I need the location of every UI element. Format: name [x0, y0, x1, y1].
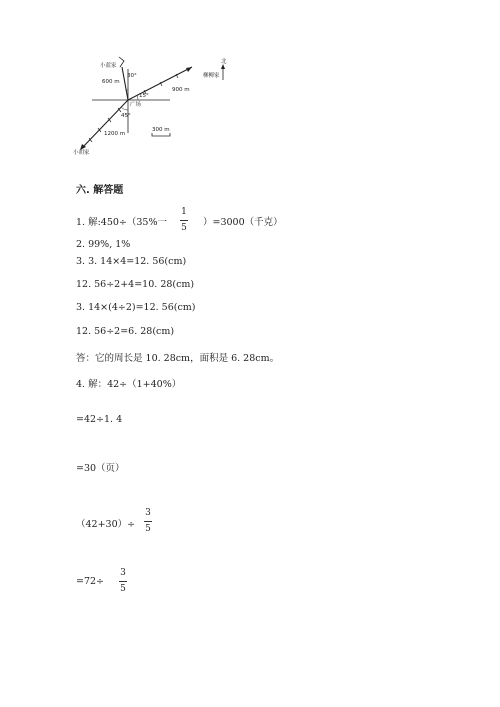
q1-text-post: ）=3000（千克）: [203, 217, 283, 228]
q4-line-3: =30（页）: [76, 463, 125, 474]
label-square: 广场: [130, 102, 142, 108]
label-angle-15: 15°: [139, 93, 149, 99]
label-angle-30: 30°: [127, 73, 137, 79]
q3-answer: 答：它的周长是 10. 28cm，面积是 6. 28cm。: [76, 353, 280, 364]
label-scale: 300 m: [152, 127, 170, 133]
label-angle-45: 45°: [121, 113, 131, 119]
q4-line-5-denominator: 5: [120, 584, 126, 594]
q4-line-4-fraction: [144, 509, 152, 534]
q4-line-2: =42÷1. 4: [76, 414, 123, 425]
q3-line-2: 12. 56÷2+4=10. 28(cm): [76, 279, 195, 290]
direction-map-diagram: [70, 55, 250, 160]
q4-line-5: =72÷: [76, 576, 105, 587]
label-liuliu: 柳柳家: [203, 73, 220, 79]
fraction-bar: [180, 220, 188, 221]
q1-fraction-numerator: 1: [181, 207, 187, 217]
q2-text: 2. 99%, 1%: [76, 239, 131, 250]
label-1200m: 1200 m: [104, 131, 126, 137]
q3-line-4: 12. 56÷2=6. 28(cm): [76, 326, 175, 337]
section-title: 六. 解答题: [76, 185, 124, 196]
label-xiaohu: 小胡家: [73, 150, 90, 156]
line-to-xiaolan: [122, 67, 128, 100]
q3-line-3: 3. 14×(4÷2)=12. 56(cm): [76, 302, 196, 313]
q4-line-1: 4. 解：42÷（1+40%）: [76, 379, 182, 390]
label-600m: 600 m: [102, 79, 120, 85]
label-900m: 900 m: [172, 87, 190, 93]
q4-line-4: （42+30）÷: [76, 519, 136, 530]
scale-bar: [152, 133, 170, 136]
fraction-bar: [144, 521, 152, 522]
q4-line-5-fraction: [119, 569, 127, 594]
label-north: 北: [221, 59, 227, 65]
q1-fraction: [180, 208, 188, 233]
q4-line-4-numerator: 3: [145, 508, 151, 518]
q4-line-4-denominator: 5: [145, 524, 151, 534]
label-xiaolan: 小蓝家: [100, 63, 117, 69]
fraction-bar: [119, 581, 127, 582]
line-to-liuliu: [128, 67, 192, 100]
q3-line-1: 3. 3. 14×4=12. 56(cm): [76, 256, 187, 267]
q1-fraction-denominator: 5: [181, 223, 187, 233]
q1-text-pre: 1. 解:450÷（35%一: [76, 217, 167, 228]
q4-line-5-numerator: 3: [120, 568, 126, 578]
